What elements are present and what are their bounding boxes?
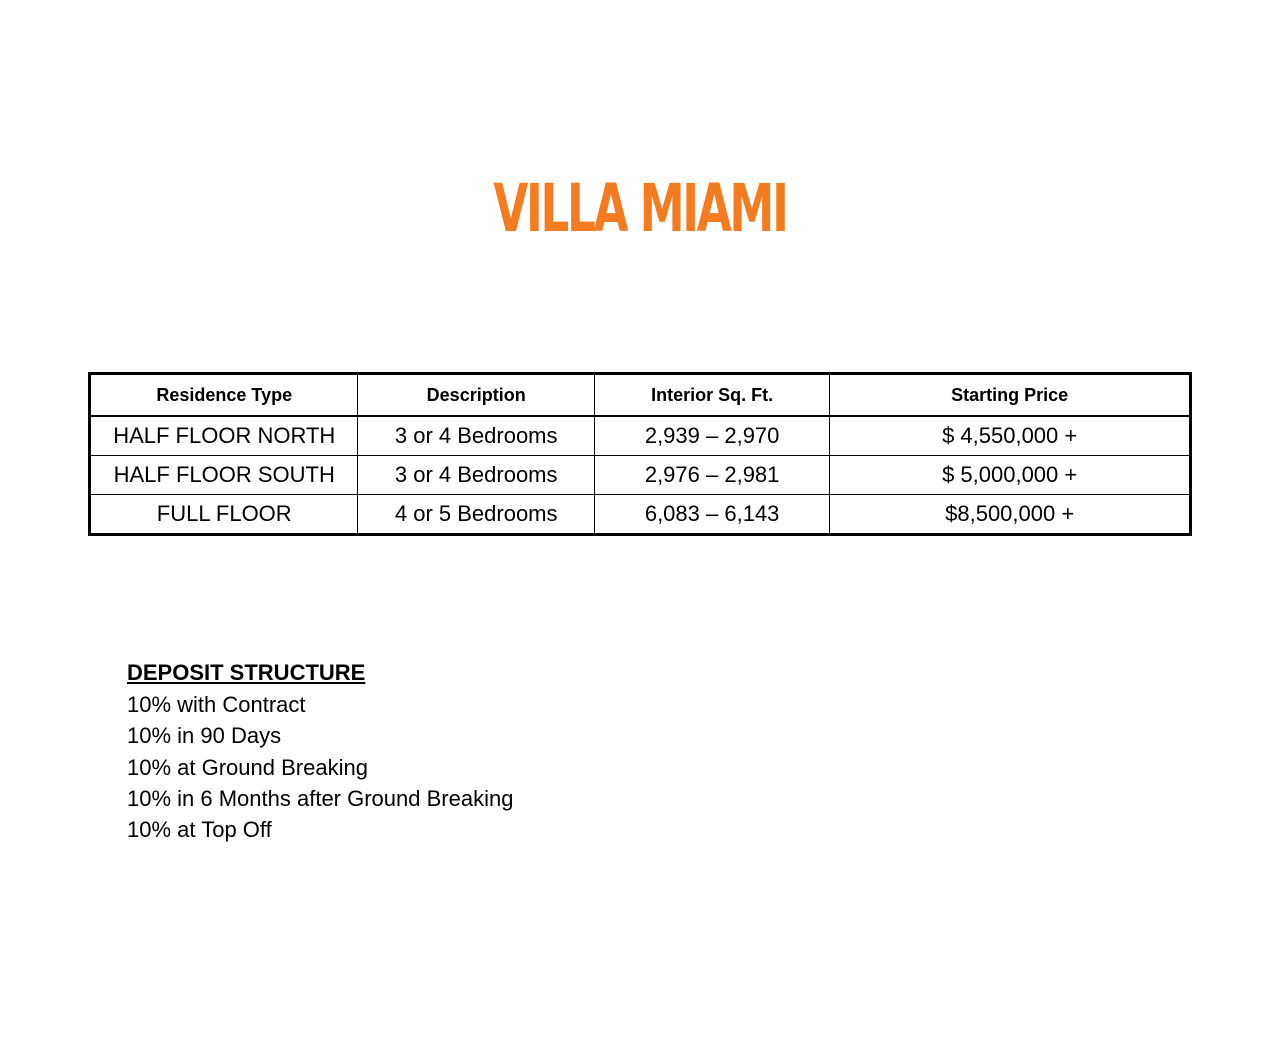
header-starting-price: Starting Price	[830, 374, 1191, 417]
cell-starting-price: $ 5,000,000 +	[830, 456, 1191, 495]
header-residence-type: Residence Type	[90, 374, 358, 417]
cell-interior-sq-ft: 2,976 – 2,981	[594, 456, 829, 495]
cell-residence-type: FULL FLOOR	[90, 495, 358, 535]
deposit-structure-list	[127, 689, 927, 845]
residence-pricing-table	[88, 372, 1192, 536]
cell-starting-price: $ 4,550,000 +	[830, 416, 1191, 456]
list-item: 10% with Contract	[127, 692, 306, 717]
cell-interior-sq-ft: 2,939 – 2,970	[594, 416, 829, 456]
table-row	[90, 456, 1191, 495]
cell-description: 4 or 5 Bedrooms	[358, 495, 594, 535]
list-item: 10% at Top Off	[127, 817, 272, 843]
cell-residence-type: HALF FLOOR NORTH	[90, 416, 358, 456]
table-row	[90, 495, 1191, 535]
list-item: 10% at Ground Breaking	[127, 754, 368, 780]
cell-description: 3 or 4 Bedrooms	[358, 456, 594, 495]
header-description: Description	[358, 374, 594, 417]
deposit-structure-section	[127, 657, 927, 845]
cell-starting-price: $8,500,000 +	[830, 495, 1191, 535]
list-item: 10% in 6 Months after Ground Breaking	[127, 785, 514, 811]
cell-residence-type: HALF FLOOR SOUTH	[90, 456, 358, 495]
cell-interior-sq-ft: 6,083 – 6,143	[594, 495, 829, 535]
list-item: 10% in 90 Days	[127, 723, 282, 749]
cell-description: 3 or 4 Bedrooms	[358, 416, 594, 456]
villa-miami-logo	[0, 168, 1280, 248]
deposit-structure-title: DEPOSIT STRUCTURE	[127, 660, 366, 685]
table-row	[90, 416, 1191, 456]
logo-wordmark: VILLA MIAMI	[493, 169, 787, 247]
table-header-row	[90, 374, 1191, 417]
header-interior-sq-ft: Interior Sq. Ft.	[594, 374, 829, 417]
